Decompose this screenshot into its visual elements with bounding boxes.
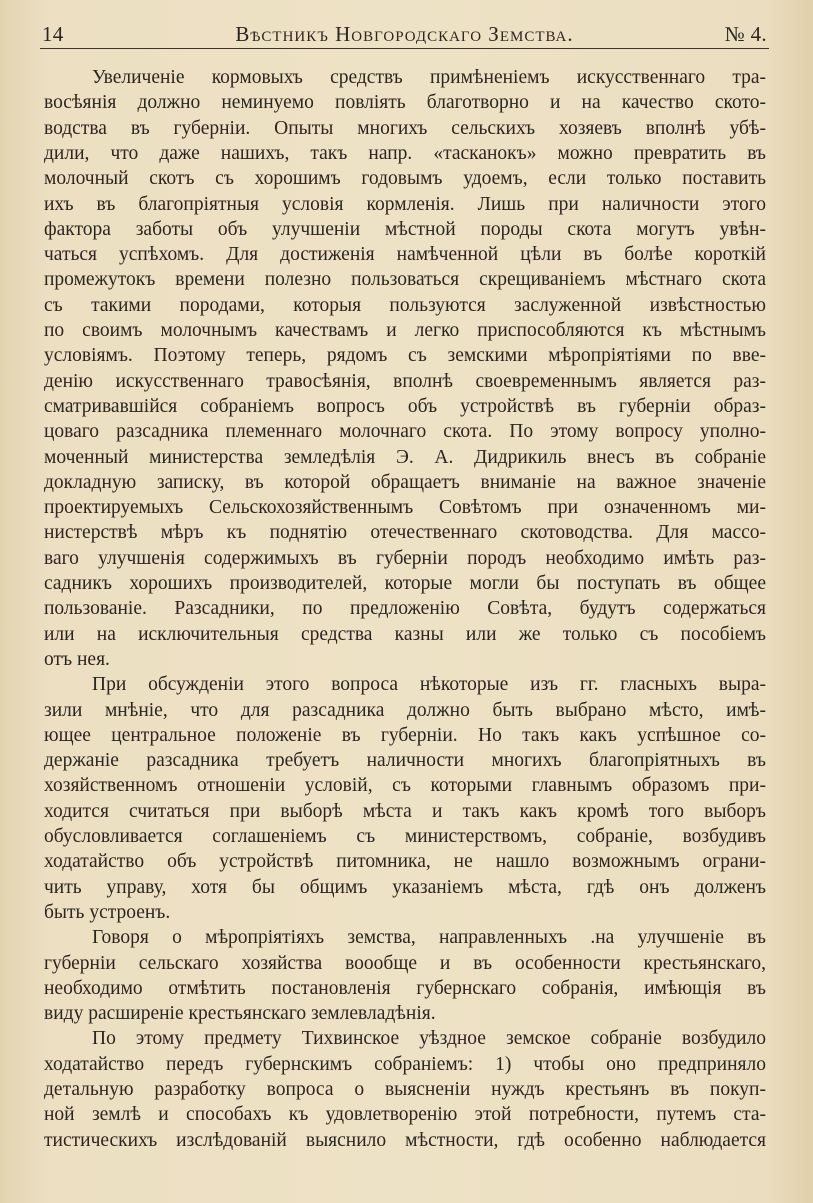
- text-line: виду расширеніе крестьянскаго землевладѣнія.: [44, 1003, 436, 1025]
- text-line: держаніе разсадника требуетъ наличности многихъ благопріятныхъ въ: [44, 750, 766, 772]
- text-line: ходатайство передъ губернскимъ собраніемъ: 1) чтобы оно предприняло: [44, 1053, 766, 1075]
- text-line: промежутокъ времени полезно пользоваться скрещиваніемъ мѣстнаго скота: [44, 269, 766, 291]
- text-line: садникъ хорошихъ производителей, которые могли бы поступать въ общее: [44, 573, 766, 594]
- text-line: необходимо отмѣтить постановленія губернскаго собранія, имѣющія въ: [44, 977, 766, 999]
- text-line: сматривавшійся собраніемъ вопросъ объ устройствѣ въ губерніи образ-: [44, 395, 766, 417]
- text-line: дили, что даже нашихъ, такъ напр. «тасканокъ» можно превратить въ: [44, 142, 766, 164]
- text-line: чаться успѣхомъ. Для достиженія намѣченной цѣли въ болѣе короткій: [44, 244, 766, 266]
- text-line: восѣянія должно неминуемо повліять благотворно и на качество ското-: [44, 92, 766, 114]
- text-line: ной землѣ и способахъ къ удовлетворенію этой потребности, путемъ ста-: [44, 1104, 766, 1126]
- text-line: водства въ губерніи. Опыты многихъ сельскихъ хозяевъ вполнѣ убѣ-: [44, 117, 766, 139]
- text-line: детальную разработку вопроса о выясненіи нуждъ крестьянъ въ покуп-: [44, 1079, 766, 1100]
- issue-number: № 4.: [724, 22, 767, 46]
- text-line: тистическихъ изслѣдованій выяснило мѣстности, гдѣ особенно наблюдается: [44, 1129, 766, 1151]
- running-header: [42, 18, 767, 48]
- text-line: хозяйственномъ отношеніи условій, съ которыми главнымъ образомъ при-: [44, 775, 766, 797]
- text-line: денію искусственнаго травосѣянія, вполнѣ своевременнымъ является раз-: [44, 370, 766, 392]
- text-line: ихъ въ благопріятныя условія кормленія. Лишь при наличности этого: [44, 193, 766, 215]
- text-line: губерніи сельскаго хозяйства воообще и въ особенности крестьянскаго,: [44, 952, 766, 974]
- text-line: цоваго разсадника племеннаго молочнаго скота. По этому вопросу уполно-: [44, 421, 766, 443]
- text-line: отъ нея.: [44, 648, 110, 670]
- text-line: условіямъ. Поэтому теперь, рядомъ съ земскими мѣропріятіями по вве-: [44, 345, 766, 367]
- text-line: ваго улучшенія содержимыхъ въ губерніи породъ необходимо имѣть раз-: [44, 547, 766, 569]
- text-line: молочный скотъ съ хорошимъ годовымъ удоемъ, если только поставить: [44, 168, 766, 190]
- text-line: проектируемыхъ Сельскохозяйственнымъ Совѣтомъ при означенномъ ми-: [44, 497, 766, 519]
- text-line: докладную записку, въ которой обращаетъ вниманіе на важное значеніе: [44, 471, 766, 493]
- text-line: обусловливается соглашеніемъ съ министерствомъ, собраніе, возбудивъ: [44, 826, 766, 847]
- text-line: При обсужденіи этого вопроса нѣкоторые изъ гг. гласныхъ выра-: [92, 674, 766, 696]
- text-line: ходится считаться при выборѣ мѣста и такъ какъ кромѣ того выборъ: [44, 800, 766, 822]
- text-line: съ такими породами, которыя пользуются заслуженной извѣстностью: [44, 294, 766, 316]
- text-line: моченный министерства земледѣлія Э. А. Дидрикиль внесъ въ собраніе: [44, 446, 766, 468]
- text-line: чить управу, хотя бы общимъ указаніемъ мѣста, гдѣ онъ долженъ: [44, 876, 766, 898]
- text-line: ходатайство объ устройствѣ питомника, не нашло возможнымъ ограни-: [44, 851, 766, 873]
- journal-title: Вѣстникъ Новгородскаго Земства.: [235, 22, 574, 46]
- text-line: фактора заботы объ улучшеніи мѣстной породы скота могутъ увѣн-: [44, 218, 766, 240]
- text-line: нистерствѣ мѣръ къ поднятію отечественнаго скотоводства. Для массо-: [44, 522, 766, 544]
- text-line: зили мнѣніе, что для разсадника должно быть выбрано мѣсто, имѣ-: [44, 699, 766, 721]
- text-line: или на исключительныя средства казны или же только съ пособіемъ: [44, 623, 766, 645]
- text-line: Говоря о мѣропріятіяхъ земства, направленныхъ .на улучшеніе въ: [92, 927, 766, 949]
- text-line: Увеличеніе кормовыхъ средствъ примѣненіемъ искусственнаго тра-: [92, 67, 766, 88]
- text-line: по своимъ молочнымъ качествамъ и легко приспособляются къ мѣстнымъ: [44, 320, 766, 341]
- page-number: 14: [42, 22, 64, 46]
- text-line: ющее центральное положеніе въ губерніи. Но такъ какъ успѣшное со-: [44, 724, 766, 746]
- header-rule: [40, 48, 769, 49]
- text-line: быть устроенъ.: [44, 901, 171, 923]
- text-line: По этому предмету Тихвинское уѣздное земское собраніе возбудило: [92, 1028, 766, 1050]
- text-line: пользованіе. Разсадники, по предложенію Совѣта, будутъ содержаться: [44, 598, 766, 620]
